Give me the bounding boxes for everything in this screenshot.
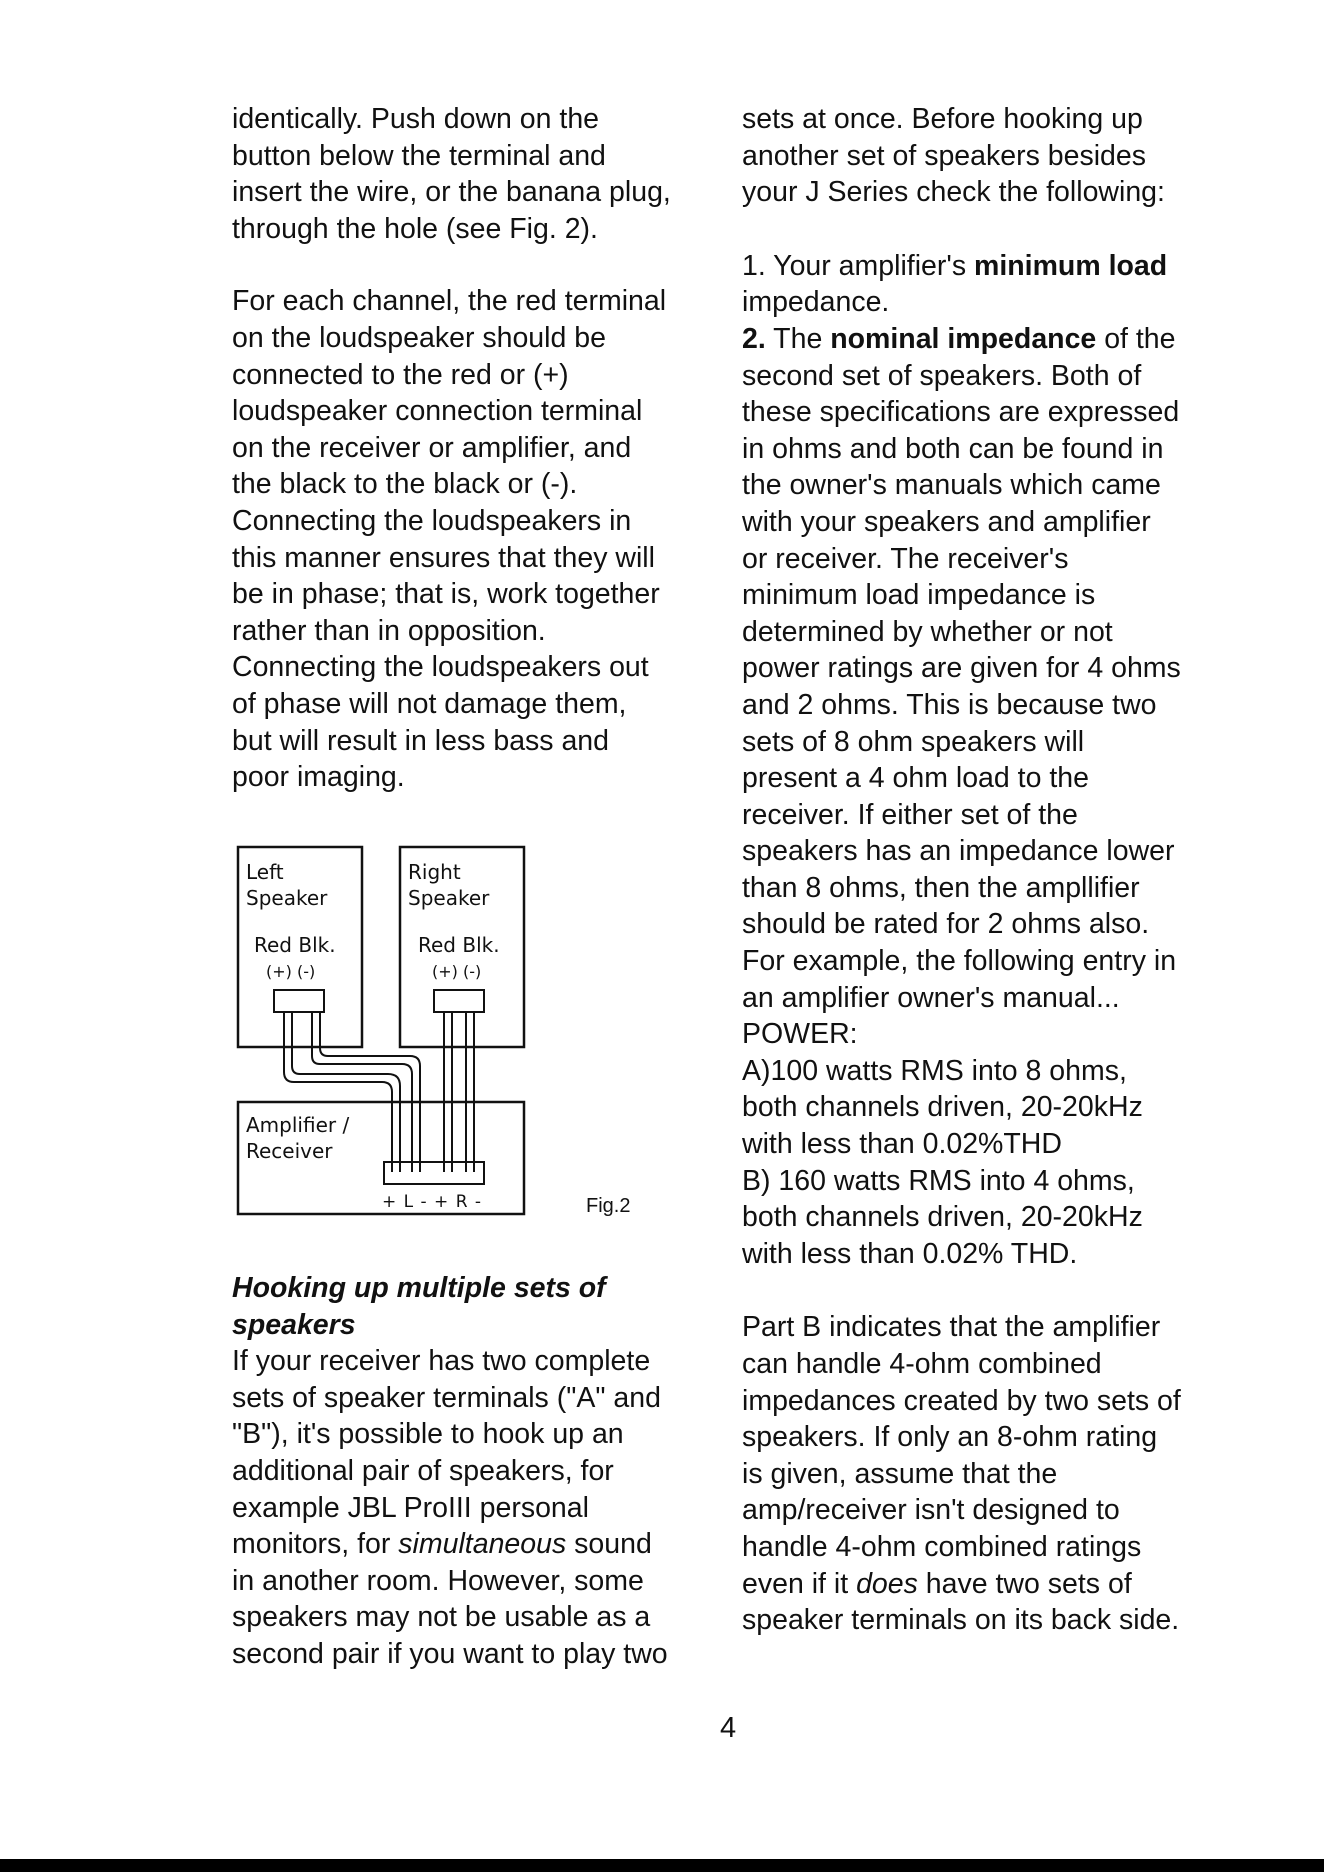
paragraph-sets-at-once: sets at once. Before hooking up another set of speakers besides your J Series check the following:: [742, 103, 1165, 209]
left-speaker-label: Left: [246, 860, 284, 884]
right-speaker-label: Right: [408, 860, 461, 884]
svg-text:Speaker: Speaker: [246, 886, 328, 910]
wiring-diagram-svg: [232, 842, 652, 1222]
section-heading: Hooking up multiple sets of speakers: [232, 1272, 606, 1341]
page-number: 4: [720, 1712, 737, 1744]
left-terminal-label: Red Blk.: [254, 933, 336, 957]
bottom-scan-edge: [0, 1859, 1324, 1872]
paragraph-phase: For each channel, the red terminal on the loudspeaker should be connected to the red or (+) loudspeaker connection terminal on the receiver or amplifier, and the black to the black or (-). Connecting the loudspeakers in this manner ensures that they will be in phase; that is, work together rather than in opposition. Connecting the loudspeakers out of phase will not damage them, but will result in less bass and poor imaging.: [232, 285, 667, 794]
svg-text:(+) (-): (+) (-): [266, 962, 316, 981]
amplifier-terminal-label: + L - + R -: [382, 1192, 483, 1212]
paragraph-wiring: identically. Push down on the button below the terminal and insert the wire, or the banana plug, through the hole (see Fig. 2).: [232, 103, 671, 245]
svg-text:Speaker: Speaker: [408, 886, 490, 910]
paragraph-part-b: Part B indicates that the amplifier can handle 4-ohm combined impedances created by two sets of speakers. If only an 8-ohm rating is given, assume that the amp/receiver isn't designed to handle 4-ohm combined ratings even if it does have two sets of speaker terminals on its back side.: [742, 1311, 1181, 1637]
right-column: [742, 101, 1302, 1639]
right-terminal-label: Red Blk.: [418, 933, 500, 957]
svg-text:(+) (-): (+) (-): [432, 962, 482, 981]
svg-text:Receiver: Receiver: [246, 1139, 333, 1163]
figure-caption: Fig.2: [586, 1195, 631, 1217]
list-item-nominal-impedance: 2. The nominal impedance of the second set of speakers. Both of these specifications are expressed in ohms and both can be found in the owner's manuals which came with your speakers and amplifier or receiver. The receiver's minimum load impedance is determined by whether or not power ratings are given for 4 ohms and 2 ohms. This is because two sets of 8 ohm speakers will present a 4 ohm load to the receiver. If either set of the speakers has an impedance lower than 8 ohms, then the ampllifier should be rated for 2 ohms also. For example, the following entry in an amplifier owner's manual... POWER: A)100 watts RMS into 8 ohms, both channels driven, 20-20kHz with less than 0.02%THD B) 160 watts RMS into 4 ohms, both channels driven, 20-20kHz with less than 0.02% THD.: [742, 322, 1181, 1270]
left-column-lower: [232, 1270, 732, 1673]
amplifier-label: Amplifier /: [246, 1113, 350, 1137]
list-item-minimum-load: 1. Your amplifier's minimum load impedance.: [742, 249, 1168, 319]
left-column: [232, 101, 732, 796]
paragraph-multiple-sets: If your receiver has two complete sets of speaker terminals ("A" and "B"), it's possible to hook up an additional pair of speakers, for example JBL ProIII personal monitors, for simultaneous sound in another room. However, some speakers may not be usable as a second pair if you want to play two: [232, 1345, 668, 1670]
wiring-diagram: [232, 842, 652, 1222]
wire-right: [444, 1012, 474, 1172]
